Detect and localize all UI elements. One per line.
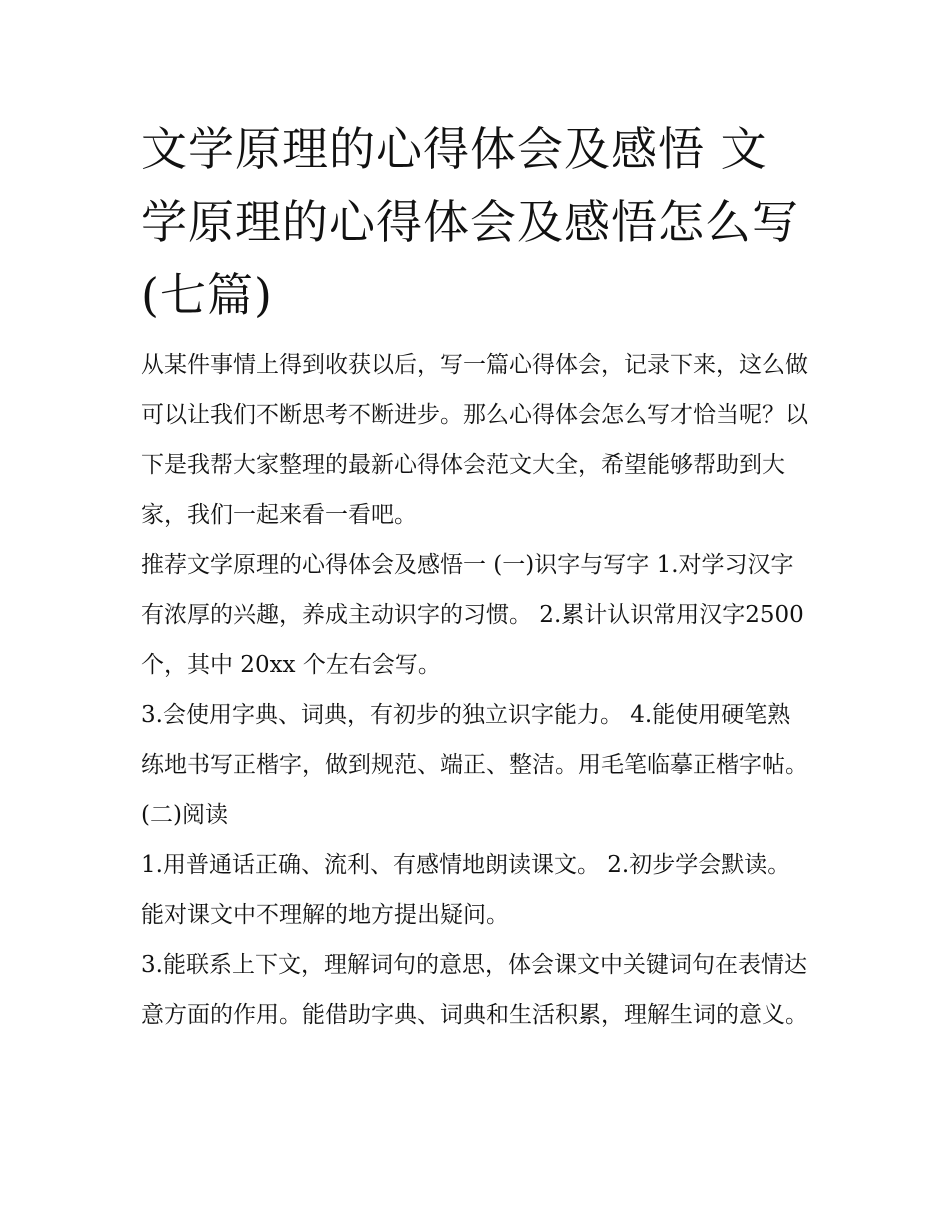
document-title: 文学原理的心得体会及感悟 文学原理的心得体会及感悟怎么写(七篇)	[141, 122, 799, 322]
paragraph-intro: 从某件事情上得到收获以后，写一篇心得体会，记录下来，这么做可以让我们不断思考不断进步。那么心得体会怎么写才恰当呢？以下是我帮大家整理的最新心得体会范文大全，希望能够帮助到大家，我们一起来看一看吧。	[141, 352, 808, 528]
paragraph-literacy: 推荐文学原理的心得体会及感悟一 (一)识字与写字 1.对学习汉字有浓厚的兴趣，养成主动识字的习惯。 2.累计认识常用汉字2500 个，其中 20xx 个左右会写。	[141, 552, 804, 678]
paragraph-reading: 1.用普通话正确、流利、有感情地朗读课文。 2.初步学会默读。能对课文中不理解的地方提出疑问。	[141, 852, 791, 928]
paragraph-dictionary: 3.会使用字典、词典，有初步的独立识字能力。 4.能使用硬笔熟练地书写正楷字，做到规范、端正、整洁。用毛笔临摹正楷字帖。 (二)阅读	[141, 702, 808, 828]
document-page	[141, 113, 813, 1040]
paragraph-context: 3.能联系上下文，理解词句的意思，体会课文中关键词句在表情达意方面的作用。能借助字典、词典和生活积累，理解生词的意义。	[141, 952, 808, 1028]
